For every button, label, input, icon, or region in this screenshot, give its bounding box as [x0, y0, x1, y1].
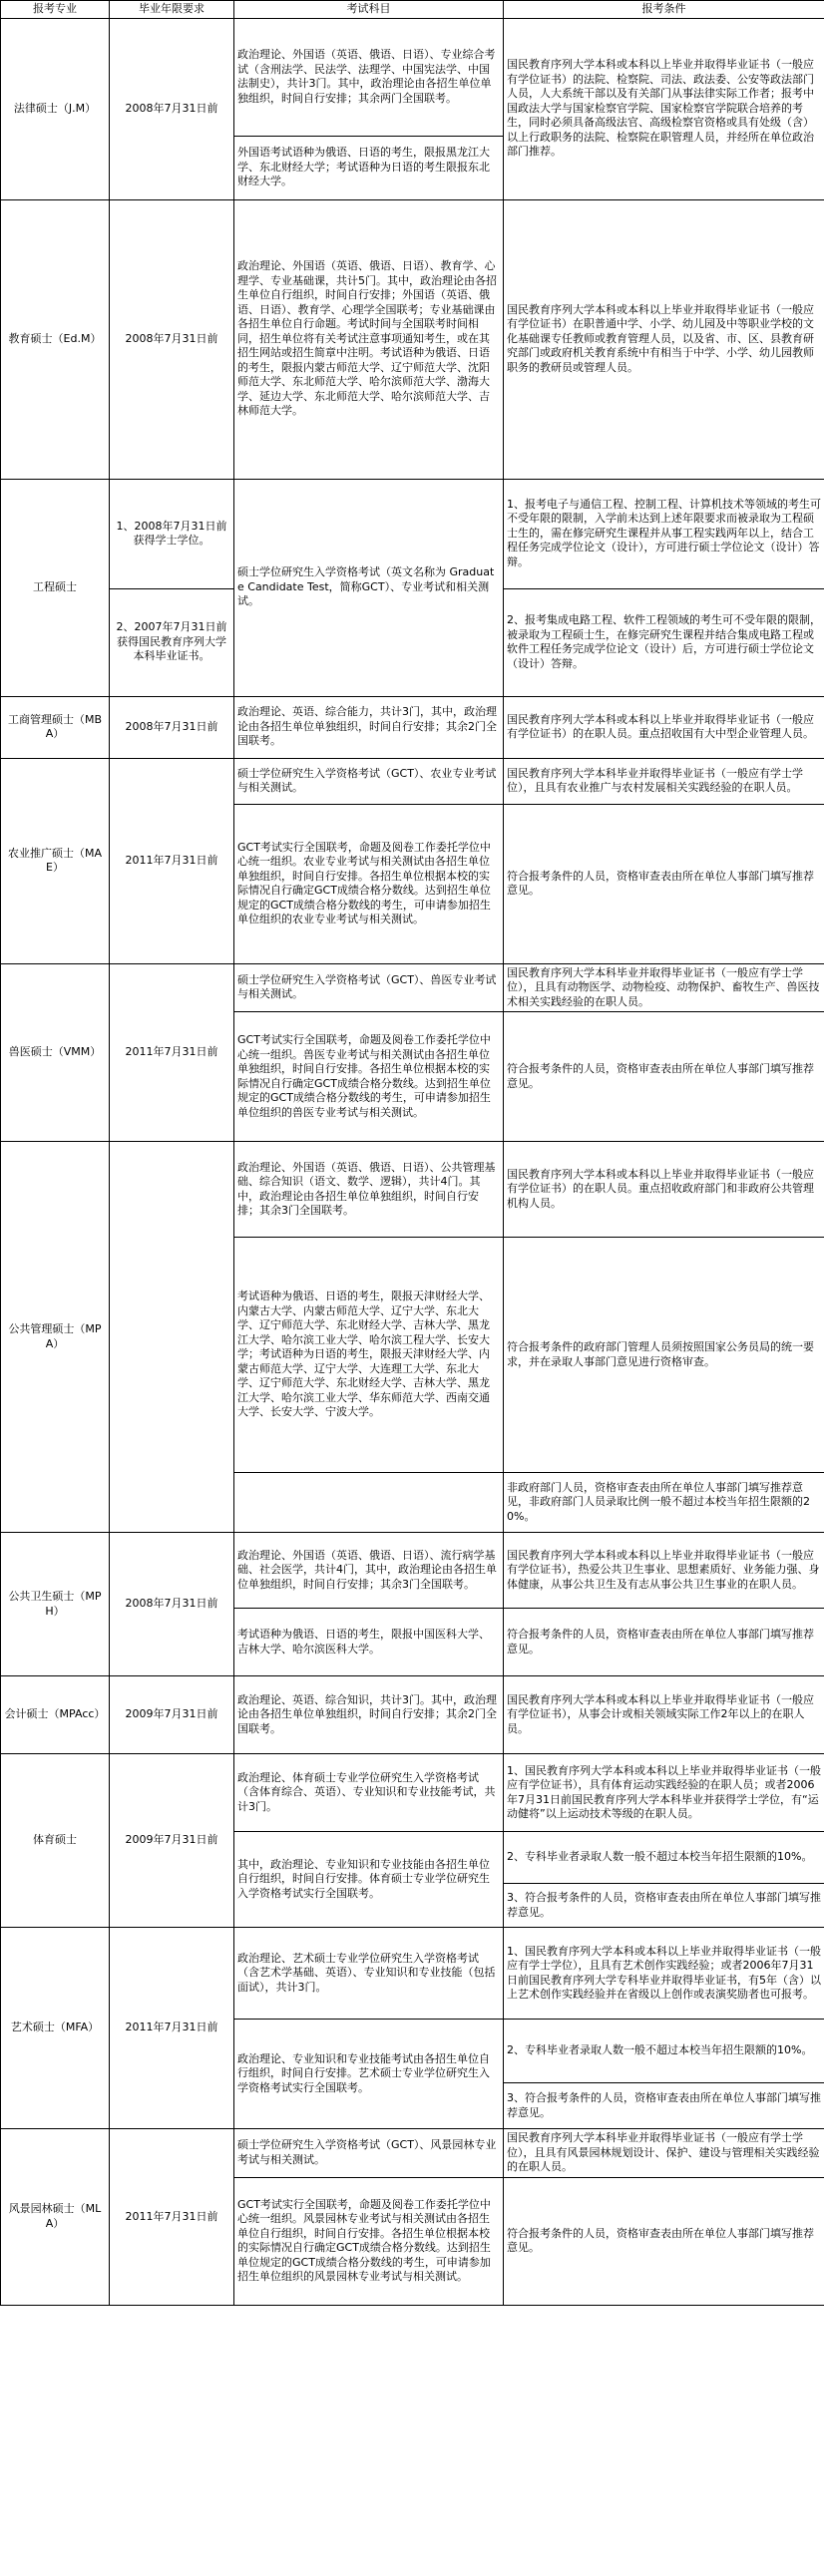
major-cell: 艺术硕士（MFA）	[1, 1928, 110, 2129]
conditions-cell: 1、国民教育序列大学本科或本科以上毕业并取得毕业证书（一般应有学士学位），且具有艺术创作实践经验；或者2006年7月31日前国民教育序列大学专科毕业并取得毕业证书，有5年（含）以上艺术创作实践经验并在省级以上创作或表演奖励者也可报考。	[504, 1928, 824, 2020]
year-cell: 1、2008年7月31日前获得学士学位。	[110, 479, 234, 588]
major-cell: 工商管理硕士（MBA）	[1, 696, 110, 758]
conditions-cell: 国民教育序列大学本科或本科以上毕业并取得毕业证书（一般应有学位证书）在职普通中学、小学、幼儿园及中等职业学校的文化基础课专任教师或教育管理人员，以及省、市、区、县教育研究部门或政府机关教育系统中有相当于中学、小学、幼儿园教师职务的教研员或管理人员。	[504, 199, 824, 479]
year-cell: 2、2007年7月31日前获得国民教育序列大学本科毕业证书。	[110, 588, 234, 696]
major-cell: 公共卫生硕士（MPH）	[1, 1533, 110, 1676]
subjects-cell: 政治理论、英语、综合能力，共计3门，其中，政治理论由各招生单位单独组织，时间自行安排；其余2门全国联考。	[234, 696, 504, 758]
subjects-cell: 硕士学位研究生入学资格考试（英文名称为 Graduate Candidate Test，简称GCT）、专业考试和相关测试。	[234, 479, 504, 696]
conditions-cell: 非政府部门人员，资格审查表由所在单位人事部门填写推荐意见，非政府部门人员录取比例一般不超过本校当年招生限额的20%。	[504, 1473, 824, 1533]
year-cell: 2009年7月31日前	[110, 1676, 234, 1754]
year-cell: 2009年7月31日前	[110, 1754, 234, 1928]
major-cell: 农业推广硕士（MAE）	[1, 758, 110, 963]
table-row	[1, 18, 824, 136]
subjects-cell: 考试语种为俄语、日语的考生，限报天津财经大学、内蒙古大学、内蒙古师范大学、辽宁大学、东北大学、辽宁师范大学、东北财经大学、吉林大学、黑龙江大学、哈尔滨工业大学、哈尔滨工程大学、长安大学；考试语种为日语的考生，限报天津财经大学、内蒙古师范大学、辽宁大学、大连理工大学、东北大学、辽宁师范大学、东北财经大学、吉林大学、黑龙江大学、哈尔滨工业大学、华东师范大学、西南交通大学、长安大学、宁波大学。	[234, 1238, 504, 1473]
subjects-cell: 考试语种为俄语、日语的考生，限报中国医科大学、吉林大学、哈尔滨医科大学。	[234, 1609, 504, 1676]
subjects-cell: 硕士学位研究生入学资格考试（GCT）、风景园林专业考试与相关测试。	[234, 2129, 504, 2178]
major-cell: 风景园林硕士（MLA）	[1, 2129, 110, 2306]
major-cell: 法律硕士（J.M）	[1, 18, 110, 199]
subjects-cell: 政治理论、艺术硕士专业学位研究生入学资格考试（含艺术学基础、英语）、专业知识和专业技能（包括面试），共计3门。	[234, 1928, 504, 2020]
conditions-cell: 国民教育序列大学本科或本科以上毕业并取得毕业证书（一般应有学位证书）的在职人员。重点招收政府部门和非政府公共管理机构人员。	[504, 1142, 824, 1238]
conditions-cell: 符合报考条件的人员，资格审查表由所在单位人事部门填写推荐意见。	[504, 2177, 824, 2305]
table-row	[1, 1533, 824, 1609]
subjects-cell: 外国语考试语种为俄语、日语的考生，限报黑龙江大学、东北财经大学；考试语种为日语的考生限报东北财经大学。	[234, 136, 504, 199]
conditions-cell: 国民教育序列大学本科毕业并取得毕业证书（一般应有学士学位），且具有风景园林规划设计、保护、建设与管理相关实践经验的在职人员。	[504, 2129, 824, 2178]
subjects-cell: 硕士学位研究生入学资格考试（GCT）、农业专业考试与相关测试。	[234, 758, 504, 804]
subjects-cell: 政治理论、英语、综合知识，共计3门。其中，政治理论由各招生单位单独组织，时间自行安排；其余2门全国联考。	[234, 1676, 504, 1754]
subjects-cell: 硕士学位研究生入学资格考试（GCT）、兽医专业考试与相关测试。	[234, 963, 504, 1012]
conditions-cell: 国民教育序列大学本科或本科以上毕业并取得毕业证书（一般应有学位证书）的在职人员。重点招收国有大中型企业管理人员。	[504, 696, 824, 758]
conditions-cell: 3、符合报考条件的人员，资格审查表由所在单位人事部门填写推荐意见。	[504, 1884, 824, 1928]
header-conditions: 报考条件	[504, 1, 824, 19]
subjects-cell: 政治理论、专业知识和专业技能考试由各招生单位自行组织，时间自行安排。艺术硕士专业学位研究生入学资格考试实行全国联考。	[234, 2020, 504, 2129]
year-cell: 2008年7月31日前	[110, 18, 234, 199]
header-year: 毕业年限要求	[110, 1, 234, 19]
subjects-cell: 政治理论、外国语（英语、俄语、日语）、流行病学基础、社会医学，共计4门，其中，政治理论由各招生单位单独组织，时间自行安排；其余3门全国联考。	[234, 1533, 504, 1609]
subjects-cell: 政治理论、体育硕士专业学位研究生入学资格考试（含体育综合、英语）、专业知识和专业技能考试，共计3门。	[234, 1754, 504, 1832]
table-row	[1, 963, 824, 1012]
conditions-cell: 1、报考电子与通信工程、控制工程、计算机技术等领域的考生可不受年限的限制，入学前未达到上述年限要求而被录取为工程硕士生的，需在修完研究生课程并从事工程实践两年以上，结合工程任务完成学位论文（设计），方可进行硕士学位论文（设计）答辩。	[504, 479, 824, 588]
major-cell: 公共管理硕士（MPA）	[1, 1142, 110, 1533]
table-row	[1, 1142, 824, 1238]
year-cell: 2011年7月31日前	[110, 758, 234, 963]
conditions-cell: 国民教育序列大学本科毕业并取得毕业证书（一般应有学士学位），且具有动物医学、动物检疫、动物保护、畜牧生产、兽医技术相关实践经验的在职人员。	[504, 963, 824, 1012]
conditions-cell: 3、符合报考条件的人员，资格审查表由所在单位人事部门填写推荐意见。	[504, 2083, 824, 2129]
year-cell: 2011年7月31日前	[110, 2129, 234, 2306]
table-row	[1, 1754, 824, 1832]
conditions-cell: 国民教育序列大学本科毕业并取得毕业证书（一般应有学士学位），且具有农业推广与农村发展相关实践经验的在职人员。	[504, 758, 824, 804]
table-row	[1, 758, 824, 804]
conditions-cell: 符合报考条件的政府部门管理人员须按照国家公务员局的统一要求，并在录取人事部门意见进行资格审查。	[504, 1238, 824, 1473]
conditions-cell: 国民教育序列大学本科或本科以上毕业并取得毕业证书（一般应有学位证书），从事会计或相关领域实际工作2年以上的在职人员。	[504, 1676, 824, 1754]
table-row	[1, 1928, 824, 2020]
subjects-cell: GCT考试实行全国联考，命题及阅卷工作委托学位中心统一组织。风景园林专业考试与相关测试由各招生单位自行组织，时间自行安排。各招生单位根据本校的实际情况自行确定GCT成绩合格分数线。达到招生单位规定的GCT成绩合格分数线的考生，可申请参加招生单位组织的风景园林专业考试与相关测试。	[234, 2177, 504, 2305]
year-cell	[110, 1142, 234, 1533]
year-cell: 2008年7月31日前	[110, 1533, 234, 1676]
subjects-cell: 政治理论、外国语（英语、俄语、日语）、专业综合考试（含刑法学、民法学、法理学、中国宪法学、中国法制史），共计3门。其中，政治理论由各招生单位单独组织，时间自行安排；其余两门全国联考。	[234, 18, 504, 136]
year-cell: 2011年7月31日前	[110, 1928, 234, 2129]
major-cell: 体育硕士	[1, 1754, 110, 1928]
conditions-cell: 1、国民教育序列大学本科或本科以上毕业并取得毕业证书（一般应有学位证书），具有体育运动实践经验的在职人员；或者2006年7月31日前国民教育序列大学本科毕业并获得学士学位，有“运动健将”以上运动技术等级的在职人员。	[504, 1754, 824, 1832]
year-cell: 2008年7月31日前	[110, 199, 234, 479]
major-cell: 工程硕士	[1, 479, 110, 696]
conditions-cell: 国民教育序列大学本科或本科以上毕业并取得毕业证书（一般应有学位证书），热爱公共卫生事业、思想素质好、业务能力强、身体健康，从事公共卫生及有志从事公共卫生事业的在职人员。	[504, 1533, 824, 1609]
conditions-cell: 符合报考条件的人员，资格审查表由所在单位人事部门填写推荐意见。	[504, 1012, 824, 1142]
subjects-cell	[234, 1473, 504, 1533]
header-row	[1, 1, 824, 19]
table-row	[1, 199, 824, 479]
year-cell: 2011年7月31日前	[110, 963, 234, 1142]
year-cell: 2008年7月31日前	[110, 696, 234, 758]
conditions-cell: 2、专科毕业者录取人数一般不超过本校当年招生限额的10%。	[504, 2020, 824, 2083]
conditions-cell: 符合报考条件的人员，资格审查表由所在单位人事部门填写推荐意见。	[504, 804, 824, 963]
major-cell: 会计硕士（MPAcc）	[1, 1676, 110, 1754]
conditions-cell: 符合报考条件的人员，资格审查表由所在单位人事部门填写推荐意见。	[504, 1609, 824, 1676]
conditions-cell: 国民教育序列大学本科或本科以上毕业并取得毕业证书（一般应有学位证书）的法院、检察院、司法、政法委、公安等政法部门人员，人大系统干部以及有关部门从事法律实际工作者；报考中国政法大学与国家检察官学院、国家检察官学院联合培养的考生，同时必须具备高级法官、高级检察官资格或具有处级（含）以上行政职务的法院、检察院在职管理人员，并经所在单位政治部门推荐。	[504, 18, 824, 199]
table-row	[1, 479, 824, 588]
subjects-cell: 政治理论、外国语（英语、俄语、日语）、公共管理基础、综合知识（语文、数学、逻辑），共计4门。其中，政治理论由各招生单位单独组织，时间自行安排；其余3门全国联考。	[234, 1142, 504, 1238]
table-row	[1, 1676, 824, 1754]
subjects-cell: GCT考试实行全国联考，命题及阅卷工作委托学位中心统一组织。农业专业考试与相关测试由各招生单位单独组织，时间自行安排。各招生单位根据本校的实际情况自行确定GCT成绩合格分数线。达到招生单位规定的GCT成绩合格分数线的考生，可申请参加招生单位组织的农业专业考试与相关测试。	[234, 804, 504, 963]
table-row	[1, 2129, 824, 2178]
major-cell: 教育硕士（Ed.M）	[1, 199, 110, 479]
subjects-cell: 政治理论、外国语（英语、俄语、日语）、教育学、心理学、专业基础课，共计5门。其中，政治理论由各招生单位自行组织，时间自行安排；外国语（英语、俄语、日语）、教育学、心理学全国联考；专业基础课由各招生单位自行命题。考试时间与全国联考时间相同，招生单位将有关考试注意事项通知考生，或在其招生网站或招生简章中注明。考试语种为俄语、日语的考生，限报内蒙古师范大学、辽宁师范大学、沈阳师范大学、东北师范大学、哈尔滨师范大学、渤海大学、延边大学、东北师范大学、哈尔滨师范大学、吉林师范大学。	[234, 199, 504, 479]
header-subjects: 考试科目	[234, 1, 504, 19]
conditions-cell: 2、专科毕业者录取人数一般不超过本校当年招生限额的10%。	[504, 1832, 824, 1884]
subjects-cell: GCT考试实行全国联考，命题及阅卷工作委托学位中心统一组织。兽医专业考试与相关测试由各招生单位单独组织，时间自行安排。各招生单位根据本校的实际情况自行确定GCT成绩合格分数线。达到招生单位规定的GCT成绩合格分数线的考生，可申请参加招生单位组织的兽医专业考试与相关测试。	[234, 1012, 504, 1142]
subjects-cell: 其中，政治理论、专业知识和专业技能由各招生单位自行组织，时间自行安排。体育硕士专业学位研究生入学资格考试实行全国联考。	[234, 1832, 504, 1928]
major-cell: 兽医硕士（VMM）	[1, 963, 110, 1142]
header-major: 报考专业	[1, 1, 110, 19]
table-row	[1, 696, 824, 758]
conditions-cell: 2、报考集成电路工程、软件工程领域的考生可不受年限的限制，被录取为工程硕士生，在修完研究生课程并结合集成电路工程或软件工程任务完成学位论文（设计）后，方可进行硕士学位论文（设计）答辩。	[504, 588, 824, 696]
